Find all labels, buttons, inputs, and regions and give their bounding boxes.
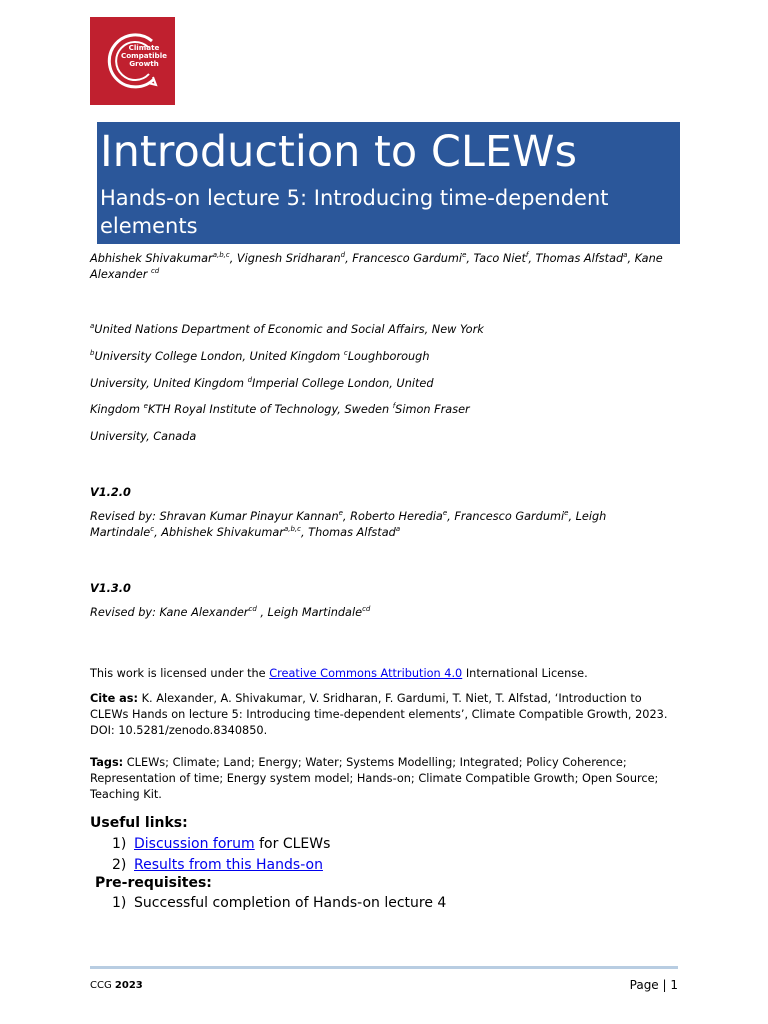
list-item: 1) Discussion forum for CLEWs bbox=[112, 836, 331, 852]
citation: Cite as: K. Alexander, A. Shivakumar, V. Sridharan, F. Gardumi, T. Niet, T. Alfstad, ‘Introduction to CLEWs Hands on lecture 5: Introducing time-dependent elements’, Climate Compatible Growth, 2023. DOI: 10.5281/zenodo.8340850. bbox=[90, 692, 668, 737]
logo-text: Climate Compatible Growth bbox=[120, 43, 168, 69]
affiliation-line: $^b$University College London, United Kingdom $^c$Loughborough bbox=[90, 349, 430, 363]
affiliation-line: $^a$United Nations Department of Economic and Social Affairs, New York bbox=[90, 322, 484, 336]
affiliation-line: University, United Kingdom $^d$Imperial College London, United bbox=[90, 376, 434, 390]
prerequisites-heading: Pre-requisites: bbox=[95, 875, 212, 891]
title-banner bbox=[97, 122, 680, 244]
discussion-forum-link[interactable]: Discussion forum bbox=[134, 836, 255, 852]
author-list: Abhishek Shivakumar$^{a,b,c}$, Vignesh Sridharan$^d$, Francesco Gardumi$^e$, Taco Niet$^f$, Thomas Alfstad$^a$, Kane Alexander $^{cd}$ bbox=[90, 251, 663, 281]
document-subtitle: Hands-on lecture 5: Introducing time-dependent elements bbox=[100, 186, 609, 238]
affiliation-line: Kingdom $^e$KTH Royal Institute of Technology, Sweden $^f$Simon Fraser bbox=[90, 402, 470, 416]
version-label: V1.3.0 bbox=[90, 582, 131, 595]
revision-credits: Revised by: Shravan Kumar Pinayur Kannan$^e$, Roberto Heredia$^e$, Francesco Gardumi$^e$, Leigh Martindale$^c$, Abhishek Shivakumar$^{a,b,c}$, Thomas Alfstad$^a$ bbox=[90, 509, 607, 539]
license-statement: This work is licensed under the Creative Commons Attribution 4.0 International License. bbox=[90, 667, 588, 680]
list-item: 2) Results from this Hands-on bbox=[112, 857, 323, 873]
document-title: Introduction to CLEWs bbox=[100, 127, 577, 177]
revision-credits: Revised by: Kane Alexander$^{cd}$ , Leigh Martindale$^{cd}$ bbox=[90, 605, 371, 619]
footer-label: CCG 2023 bbox=[90, 980, 143, 991]
license-link[interactable]: Creative Commons Attribution 4.0 bbox=[269, 667, 463, 680]
ccg-logo bbox=[90, 17, 175, 105]
page-number: Page | 1 bbox=[629, 978, 678, 992]
affiliation-line: University, Canada bbox=[90, 430, 197, 443]
tags: Tags: CLEWs; Climate; Land; Energy; Water; Systems Modelling; Integrated; Policy Coherence; Representation of time; Energy system model; Hands-on; Climate Compatible Growth; Open Source; Teaching Kit. bbox=[90, 756, 659, 801]
version-label: V1.2.0 bbox=[90, 486, 131, 499]
useful-links-heading: Useful links: bbox=[90, 815, 188, 831]
results-link[interactable]: Results from this Hands-on bbox=[134, 857, 323, 873]
list-item: 1) Successful completion of Hands-on lecture 4 bbox=[112, 895, 447, 911]
footer-divider bbox=[90, 966, 678, 969]
